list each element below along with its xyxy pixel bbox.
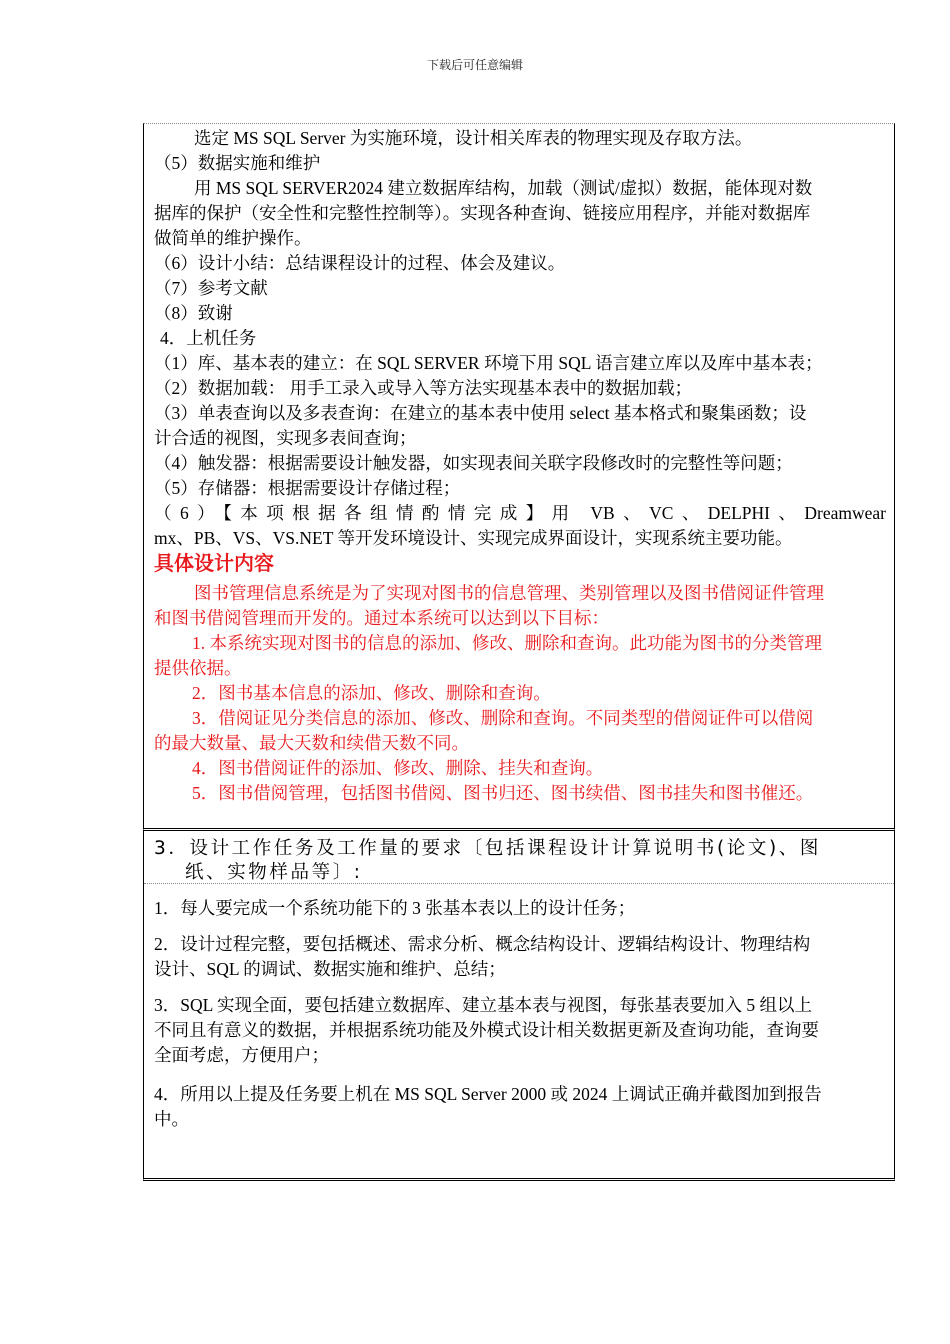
- design-text-line: 2．图书基本信息的添加、修改、删除和查询。: [192, 683, 551, 703]
- text-line: （5）数据实施和维护: [154, 153, 321, 173]
- text-line: （2）数据加载： 用手工录入或导入等方法实现基本表中的数据加载；: [154, 378, 693, 398]
- text-line: 做简单的维护操作。: [154, 228, 312, 248]
- title-line: 3．设计工作任务及工作量的要求〔包括课程设计计算说明书(论文)、图: [154, 838, 822, 859]
- requirement-item: 全面考虑，方便用户；: [154, 1045, 329, 1065]
- text-line: （6）【本项根据各组情酌情完成】用 VB、VC、DELPHI、Dreamwear: [154, 503, 886, 523]
- text-line: mx、PB、VS、VS.NET 等开发环境设计、实现完成界面设计，实现系统主要功能。: [154, 528, 793, 548]
- workload-requirements-cell: [143, 828, 895, 1181]
- design-text-line: 5．图书借阅管理，包括图书借阅、图书归还、图书续借、图书挂失和图书催还。: [192, 783, 814, 803]
- text-line: （6）设计小结：总结课程设计的过程、体会及建议。: [154, 253, 566, 273]
- text-line: （4）触发器：根据需要设计触发器，如实现表间关联字段修改时的完整性等问题；: [154, 453, 793, 473]
- title-line: 纸、实物样品等〕:: [185, 862, 363, 883]
- requirement-item: 3．SQL 实现全面，要包括建立数据库、建立基本表与视图，每张基表要加入 5 组以上: [154, 995, 813, 1015]
- text-line: （3）单表查询以及多表查询：在建立的基本表中使用 select 基本格式和聚集函数；设: [154, 403, 807, 423]
- design-text-line: 4．图书借阅证件的添加、修改、删除、挂失和查询。: [192, 758, 604, 778]
- design-text-line: 3．借阅证见分类信息的添加、修改、删除和查询。不同类型的借阅证件可以借阅: [192, 708, 814, 728]
- requirement-item: 1．每人要完成一个系统功能下的 3 张基本表以上的设计任务；: [154, 898, 636, 918]
- text-line: 计合适的视图，实现多表间查询；: [154, 428, 417, 448]
- design-text-line: 图书管理信息系统是为了实现对图书的信息管理、类别管理以及图书借阅证件管理: [194, 583, 824, 603]
- requirement-item: 中。: [154, 1109, 189, 1129]
- design-content-heading: 具体设计内容: [154, 551, 274, 575]
- requirements-table-cell-upper: [143, 123, 895, 828]
- section-heading-machine-tasks: 4．上机任务: [160, 328, 257, 348]
- requirement-item: 4．所用以上提及任务要上机在 MS SQL Server 2000 或 2024 上调试正确并截图加到报告: [154, 1084, 822, 1104]
- text-line: 用 MS SQL SERVER2024 建立数据库结构，加载（测试/虚拟）数据，能体现对数: [194, 178, 813, 198]
- requirement-item: 不同且有意义的数据，并根据系统功能及外模式设计相关数据更新及查询功能，查询要: [154, 1020, 819, 1040]
- text-line: （7）参考文献: [154, 278, 268, 298]
- text-line: （1）库、基本表的建立：在 SQL SERVER 环境下用 SQL 语言建立库以及库中基本表；: [154, 353, 823, 373]
- design-text-line: 提供依据。: [154, 658, 242, 678]
- workload-section-title: [154, 837, 886, 885]
- text-line: 选定 MS SQL Server 为实施环境，设计相关库表的物理实现及存取方法。: [194, 128, 753, 148]
- design-text-line: 的最大数量、最大天数和续借天数不同。: [154, 733, 469, 753]
- text-line: 据库的保护（安全性和完整性控制等）。实现各种查询、链接应用程序，并能对数据库: [154, 203, 811, 223]
- text-line: （5）存储器：根据需要设计存储过程；: [154, 478, 461, 498]
- design-text-line: 1. 本系统实现对图书的信息的添加、修改、删除和查询。此功能为图书的分类管理: [192, 633, 822, 653]
- divider: [144, 883, 894, 884]
- text-line: （8）致谢: [154, 303, 233, 323]
- requirement-item: 设计、SQL 的调试、数据实施和维护、总结；: [154, 959, 506, 979]
- page-header: 下载后可任意编辑: [426, 58, 523, 72]
- design-text-line: 和图书借阅管理而开发的。通过本系统可以达到以下目标：: [154, 608, 609, 628]
- requirement-item: 2．设计过程完整，要包括概述、需求分析、概念结构设计、逻辑结构设计、物理结构: [154, 934, 811, 954]
